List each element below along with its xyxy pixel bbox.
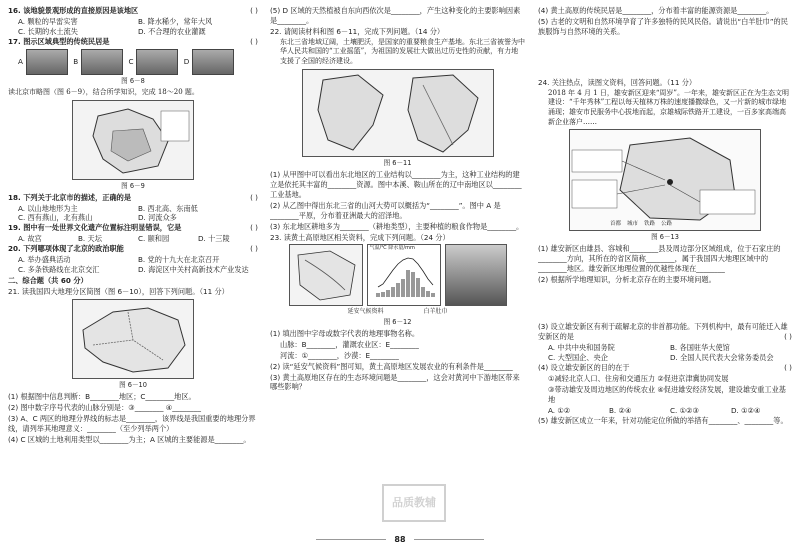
q24-material: 2018 年 4 月 1 日，雄安新区迎来“周岁”。一年来，雄安新区正在为生态文明建设：“千年秀林”工程以每天植林万株的速度播撒绿色，又一片新的城市绿地涌现；雄安市民服务中心拔地而起，京雄城际铁路开工建设，一百多家高端高新企业落户……	[548, 88, 790, 126]
q22-part3: (3) 东北地区耕地多为________（耕地类型），主要种植的粮食作物是________。	[270, 221, 524, 231]
q23-part5: (5) 古老的文明和自然环境孕育了许多独特的民风民俗。请说出“白羊肚巾”的民族服饰与自然环境的关系。	[538, 16, 788, 36]
q20-options-row2: C. 多条铁路线在北京交汇 D. 海淀区中关村高新技术产业发达	[18, 265, 249, 275]
q24-part4: (4) 设立雄安新区的目的在于 ( )	[538, 362, 792, 372]
white-towel-photo	[445, 244, 507, 306]
figure-6-12-caption: 图 6－12	[383, 317, 412, 326]
answer-space-1	[538, 38, 792, 78]
figure-6-11-caption: 图 6－11	[383, 158, 412, 167]
section-2-heading: 二、综合题（共 60 分）	[8, 276, 88, 286]
xiongan-map	[569, 129, 761, 231]
china-regions-map	[72, 299, 194, 379]
northeast-maps-svg	[303, 70, 493, 156]
q22-material: 东北三省地域辽阔，土壤肥沃，是国家的重要粮食生产基地。东北三省被誉为中华人民共和国的“工业摇篮”，为祖国的发展壮大做出过历史性的贡献，有力地支援了全国的经济建设。	[280, 37, 525, 66]
q22-part2: (2) 从乙图中得出东北三省的山河大势可以概括为“________”。图中 A 是________平原，分布着亚洲最大的沼泽地。	[270, 200, 501, 220]
q23-part4: (4) 黄土高原的传统民居是________，分布着丰富的能源资源是________。	[538, 6, 774, 15]
q22-part1: (1) 从甲图中可以看出东北地区的工业结构以________为主，这种工业结构的建立是依托其丰富的________资源。图中本溪、鞍山所在的辽中南地区以________工业基地。	[270, 169, 522, 199]
q23-part1: (1) 填出图中字母或数字代表的地理事物名称。	[270, 328, 420, 338]
q24-part1: (1) 雄安新区由雄县、容城和________县及周边部分区域组成，位于石家庄的________方向，其所在的省区简称________，属于我国四大地理区域中的________地区。雄安新区地理位置的优越性体现在________	[538, 244, 781, 274]
question-21: 21. 读我国四大地理分区简图（图 6－10），回答下列问题。（11 分）	[8, 287, 229, 297]
question-19: 19. 图中有一处世界文化遗产位置标注明显错误，它是 ( )	[8, 223, 258, 233]
answer-space-2	[538, 286, 792, 322]
q16-options-row2: C. 长期的水土流失 D. 不合理的农业灌溉	[18, 26, 206, 36]
map-legend: 首都 城市 铁路 公路	[610, 220, 673, 227]
yanan-climate-chart	[367, 244, 441, 306]
question-23: 23. 读黄土高原地区相关资料，完成下列问题。（24 分）	[270, 232, 450, 242]
loess-figures	[270, 244, 525, 306]
column-left	[8, 6, 258, 527]
question-18: 18. 下列关于北京市的描述，正确的是 ( )	[8, 192, 258, 202]
q24-part2: (2) 根据所学地理知识，分析北京存在的主要环境问题。	[538, 275, 716, 285]
northeast-maps	[302, 69, 494, 157]
q21-part3: (3) A、C 两区的地理分界线的标志是________，该界线是我国重要的地理分界线，请列举其地理意义：________（至少列举两个）	[8, 413, 256, 433]
china-regions-map-svg	[73, 300, 193, 378]
q16-options-row1: A. 颗粒的早雷实害 B. 降水稀少，常年大风	[18, 16, 213, 26]
q24-3-options-row1: A. 中共中央和国务院 B. 各国驻华大使馆	[548, 343, 730, 353]
beijing-map	[72, 100, 194, 180]
q24-part5: (5) 雄安新区成立一年来，针对功能定位所做的举措有________、________等。	[538, 415, 788, 425]
question-16: 16. 该地貌景观形成的直接原因是该地区 ( )	[8, 6, 258, 15]
q24-4-item1: ①减轻北京人口、住房和交通压力 ②促进京津冀协同发展	[548, 373, 729, 383]
loess-map	[289, 244, 363, 306]
question-24: 24. 关注热点，读图文资料，回答问题。（11 分）	[538, 77, 697, 87]
q18-options-row2: C. 西有燕山，北有燕山 D. 河流众多	[18, 213, 177, 223]
column-middle	[270, 6, 525, 527]
q23-part1b: 河流：①________，沙漠：E________	[280, 350, 399, 360]
figure-6-10-caption: 图 6－10	[119, 380, 147, 389]
figure-6-13-caption: 图 6－13	[651, 233, 679, 242]
figure-6-8-caption: 图 6－8	[121, 76, 145, 85]
q23-part2: (2) 读“延安气候资料”图可知，黄土高原地区发展农业的有利条件是________	[270, 361, 513, 371]
q24-4-options: A. ①② B. ②④ C. ①②③ D. ①②④	[548, 405, 761, 415]
watermark: 品质教辅	[382, 484, 446, 522]
climate-chart-ylabel: 气温/℃ 降水量/mm	[369, 245, 415, 252]
house-photo-c	[136, 49, 178, 75]
house-photo-b	[81, 49, 123, 75]
question-17: 17. 图示区域典型的传统民居是 ( )	[8, 36, 258, 46]
page-number: 88	[0, 534, 800, 545]
question-20: 20. 下列哪项体现了北京的政治职能 ( )	[8, 244, 258, 254]
q21-part2: (2) 图中数字序号代表的山脉分别是：③________ ④________	[8, 403, 201, 412]
q18-options-row1: A. 以山地地形为主 B. 西北高、东南低	[18, 203, 198, 213]
q23-part1a: 山脉：B________，灌溉农业区：E________	[280, 339, 419, 349]
q24-4-item2: ③带动雄安及周边地区的传统农业 ④促进雄安经济发展，建设雄安重工业基地	[548, 384, 786, 404]
intro-18-20: 读北京市略图（图 6－9），结合所学知识，完成 18～20 题。	[8, 87, 199, 96]
question-22: 22. 请阅读材料和图 6－11，完成下列问题。（14 分）	[270, 26, 445, 36]
q24-3-options-row2: C. 大型国企、央企 D. 全国人民代表大会常务委员会	[548, 353, 774, 363]
q20-options-row1: A. 举办盛典活动 B. 党的十九大在北京召开	[18, 255, 220, 265]
column-right	[538, 6, 792, 527]
beijing-map-svg	[73, 101, 193, 179]
q19-options: A. 故宫 B. 天坛 C. 颐和园 D. 十三陵	[18, 234, 230, 244]
q17-photos: A B C D	[8, 49, 258, 75]
q24-part3: (3) 设立雄安新区有利于疏解北京的非首都功能。下列机构中，最有可能迁入雄安新区的是 ( )	[538, 322, 792, 342]
xiongan-map-svg	[570, 130, 760, 230]
loess-figure-labels: 延安气候资料 白羊肚巾	[347, 308, 448, 316]
house-photo-a	[26, 49, 68, 75]
q23-part3: (3) 黄土高原地区存在的生态环境问题是________，这会对黄河中下游地区带来哪些影响？	[270, 372, 520, 392]
figure-6-9-caption: 图 6－9	[121, 181, 145, 190]
q21-part1: (1) 根据图中信息判断：B________地区；C________地区。	[8, 392, 196, 402]
q21-part5: (5) D 区域的天然植被自东向西依次是________，产生这种变化的主要影响因素是________。	[270, 6, 521, 25]
q21-part4: (4) C 区城的土地利用类型以________为主；A 区城的主要能源是________。	[8, 434, 251, 444]
house-photo-d	[192, 49, 234, 75]
